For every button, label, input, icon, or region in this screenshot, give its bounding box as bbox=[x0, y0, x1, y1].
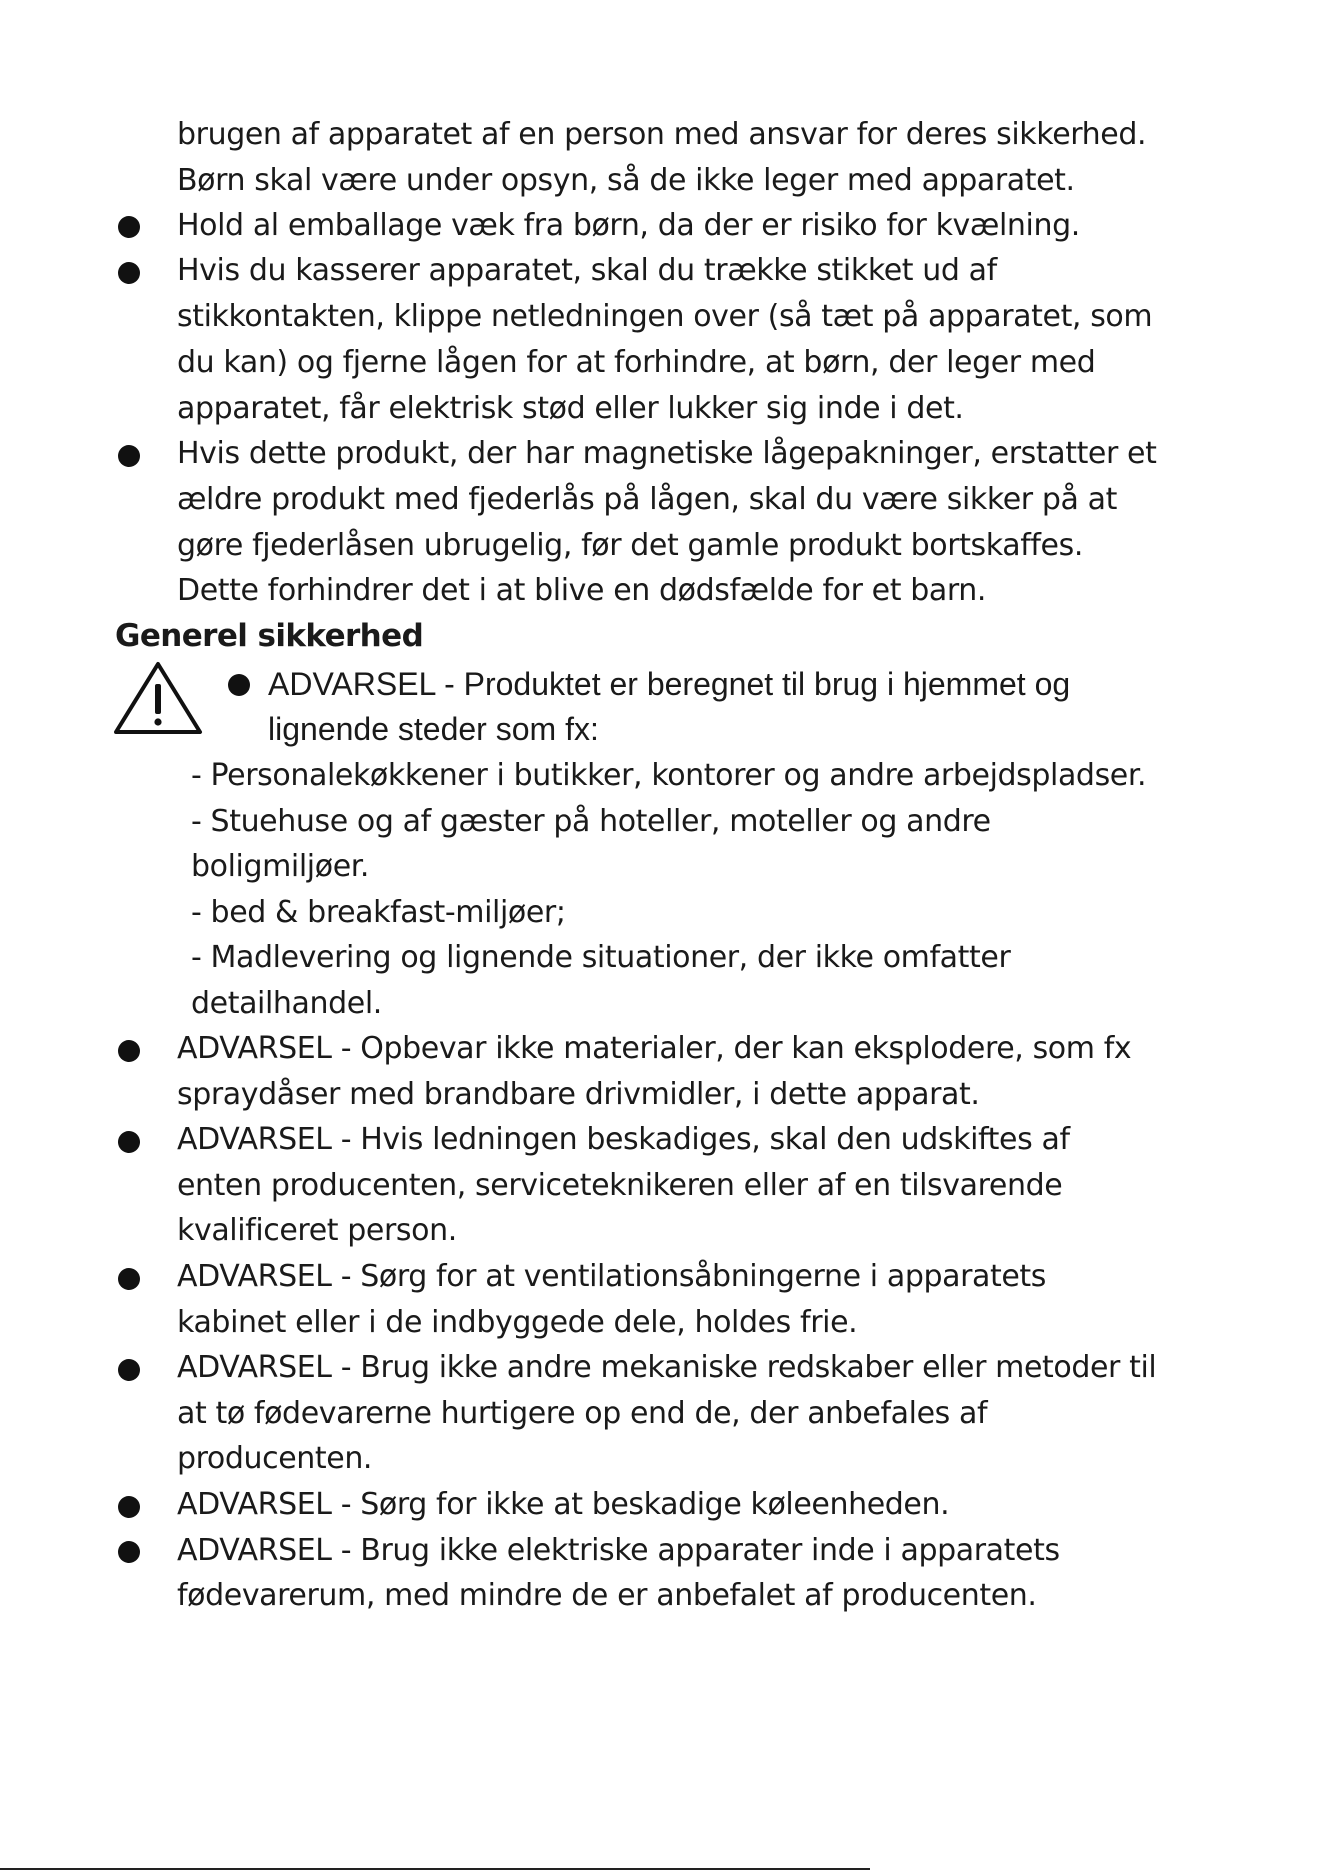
bullet-icon bbox=[118, 1040, 140, 1062]
footer-rule bbox=[0, 1868, 870, 1870]
usage-item: - Stuehuse og af gæster på hoteller, moteller og andre bbox=[191, 804, 991, 839]
bullet-line: fødevarerum, med mindre de er anbefalet af producenten. bbox=[177, 1578, 1037, 1613]
bullet-icon bbox=[118, 1496, 140, 1518]
usage-item: - Personalekøkkener i butikker, kontorer og andre arbejdspladser. bbox=[191, 758, 1147, 793]
bullet-line: ADVARSEL - Sørg for ikke at beskadige køleenheden. bbox=[177, 1487, 950, 1522]
bullet-line: ADVARSEL - Opbevar ikke materialer, der kan eksplodere, som fx bbox=[177, 1031, 1132, 1066]
bullet-line: ADVARSEL - Hvis ledningen beskadiges, skal den udskiftes af bbox=[177, 1122, 1070, 1157]
warning-line: lignende steder som fx: bbox=[268, 711, 599, 747]
bullet-icon bbox=[118, 1131, 140, 1153]
usage-item: - bed & breakfast-miljøer; bbox=[191, 895, 566, 930]
bullet-line: apparatet, får elektrisk stød eller lukker sig inde i det. bbox=[177, 391, 964, 426]
bullet-icon bbox=[228, 674, 250, 696]
bullet-line: enten producenten, serviceteknikeren eller af en tilsvarende bbox=[177, 1168, 1063, 1203]
bullet-line: ADVARSEL - Brug ikke andre mekaniske redskaber eller metoder til bbox=[177, 1350, 1157, 1385]
bullet-line: ADVARSEL - Brug ikke elektriske apparater inde i apparatets bbox=[177, 1533, 1060, 1568]
bullet-line: spraydåser med brandbare drivmidler, i dette apparat. bbox=[177, 1077, 980, 1112]
section-heading: Generel sikkerhed bbox=[115, 618, 424, 654]
bullet-line: producenten. bbox=[177, 1441, 373, 1476]
bullet-icon bbox=[118, 216, 140, 238]
bullet-line: Dette forhindrer det i at blive en dødsfælde for et barn. bbox=[177, 573, 987, 608]
bullet-line: Hvis du kasserer apparatet, skal du trække stikket ud af bbox=[177, 253, 997, 288]
usage-item: boligmiljøer. bbox=[191, 849, 370, 884]
bullet-line: ældre produkt med fjederlås på lågen, skal du være sikker på at bbox=[177, 482, 1117, 517]
bullet-line: kvalificeret person. bbox=[177, 1213, 457, 1248]
usage-item: detailhandel. bbox=[191, 986, 382, 1021]
warning-triangle-icon bbox=[113, 660, 203, 736]
bullet-line: gøre fjederlåsen ubrugelig, før det gamle produkt bortskaffes. bbox=[177, 528, 1083, 563]
bullet-line: Hvis dette produkt, der har magnetiske lågepakninger, erstatter et bbox=[177, 436, 1157, 471]
bullet-icon bbox=[118, 262, 140, 284]
intro-line: brugen af apparatet af en person med ansvar for deres sikkerhed. bbox=[177, 117, 1147, 152]
bullet-icon bbox=[118, 1268, 140, 1290]
bullet-line: ADVARSEL - Sørg for at ventilationsåbningerne i apparatets bbox=[177, 1259, 1047, 1294]
intro-line: Børn skal være under opsyn, så de ikke leger med apparatet. bbox=[177, 163, 1075, 198]
bullet-line: kabinet eller i de indbyggede dele, holdes frie. bbox=[177, 1305, 858, 1340]
bullet-line: stikkontakten, klippe netledningen over (så tæt på apparatet, som bbox=[177, 299, 1153, 334]
bullet-line: du kan) og fjerne lågen for at forhindre, at børn, der leger med bbox=[177, 345, 1096, 380]
bullet-icon bbox=[118, 1359, 140, 1381]
bullet-icon bbox=[118, 1541, 140, 1563]
bullet-line: Hold al emballage væk fra børn, da der er risiko for kvælning. bbox=[177, 208, 1080, 243]
bullet-icon bbox=[118, 445, 140, 467]
usage-item: - Madlevering og lignende situationer, der ikke omfatter bbox=[191, 940, 1011, 975]
warning-line: ADVARSEL - Produktet er beregnet til brug i hjemmet og bbox=[268, 666, 1071, 702]
bullet-line: at tø fødevarerne hurtigere op end de, der anbefales af bbox=[177, 1396, 988, 1431]
